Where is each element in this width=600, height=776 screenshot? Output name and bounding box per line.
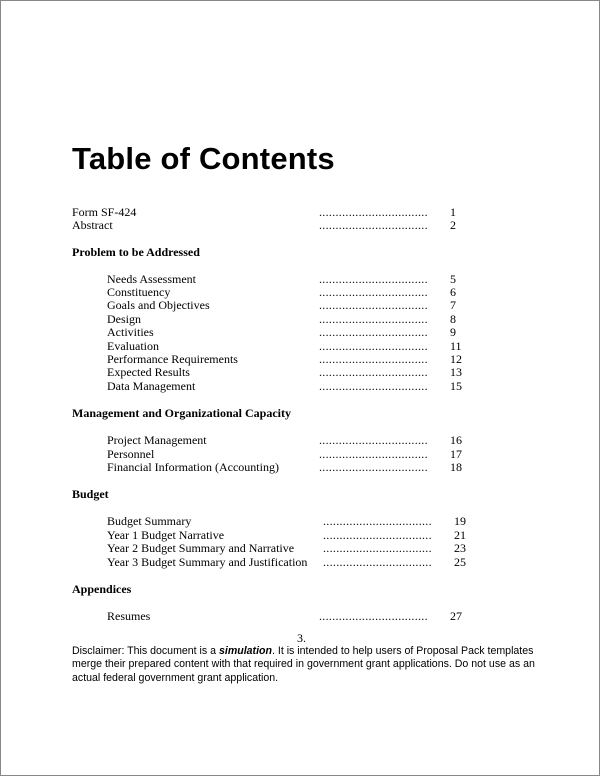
disclaimer-suffix: . It is intended to help users of Proposal Pack templates merge their prepared content with that required in government grant applications. Do not use as an actual federal government grant application. xyxy=(72,645,535,684)
toc-entry-page: 25 xyxy=(454,555,466,569)
toc-entry-label: Financial Information (Accounting) xyxy=(107,460,279,474)
toc-leader-dots: ................................. xyxy=(323,528,432,542)
disclaimer-emphasis: simulation xyxy=(219,645,272,657)
toc-leader-dots: ................................. xyxy=(319,379,428,393)
toc-entry-label: Budget Summary xyxy=(107,514,192,528)
toc-entry-label: Form SF-424 xyxy=(72,205,137,219)
toc-entry-page: 15 xyxy=(450,379,462,393)
toc-entry-page: 11 xyxy=(450,339,462,353)
toc-entry-page: 2 xyxy=(450,218,456,232)
toc-entry-label: Year 1 Budget Narrative xyxy=(107,528,225,542)
toc-leader-dots: ................................. xyxy=(319,312,428,326)
toc-section-heading: Problem to be Addressed xyxy=(72,245,200,259)
toc-entry-page: 9 xyxy=(450,325,456,339)
toc-entry-page: 8 xyxy=(450,312,456,326)
toc-leader-dots: ................................. xyxy=(323,541,432,555)
toc-entry-page: 17 xyxy=(450,447,462,461)
toc-leader-dots: ................................. xyxy=(319,339,428,353)
toc-section-heading: Management and Organizational Capacity xyxy=(72,406,291,420)
disclaimer xyxy=(72,645,542,685)
toc-entry-label: Abstract xyxy=(72,218,113,232)
toc-leader-dots: ................................. xyxy=(319,325,428,339)
toc-entry-label: Needs Assessment xyxy=(107,272,196,286)
toc-entry-label: Resumes xyxy=(107,609,151,623)
toc-leader-dots: ................................. xyxy=(319,218,428,232)
toc-leader-dots: ................................. xyxy=(323,514,432,528)
toc-entry-page: 19 xyxy=(454,514,466,528)
page-number: 3. xyxy=(297,631,306,645)
toc-leader-dots: ................................. xyxy=(319,272,428,286)
toc-section-heading: Budget xyxy=(72,487,109,501)
toc-leader-dots: ................................. xyxy=(319,609,428,623)
toc-entry-label: Evaluation xyxy=(107,339,159,353)
toc-entry-label: Data Management xyxy=(107,379,196,393)
toc-entry-page: 12 xyxy=(450,352,462,366)
toc-leader-dots: ................................. xyxy=(319,298,428,312)
toc-entry-page: 16 xyxy=(450,433,462,447)
toc-entry-label: Performance Requirements xyxy=(107,352,238,366)
toc-entry-page: 27 xyxy=(450,609,462,623)
toc-leader-dots: ................................. xyxy=(319,460,428,474)
toc-entry-page: 1 xyxy=(450,205,456,219)
toc-entry-label: Year 2 Budget Summary and Narrative xyxy=(107,541,295,555)
toc-section-heading: Appendices xyxy=(72,582,132,596)
toc-entry-page: 7 xyxy=(450,298,456,312)
toc-leader-dots: ................................. xyxy=(319,433,428,447)
toc-entry-page: 21 xyxy=(454,528,466,542)
toc-leader-dots: ................................. xyxy=(323,555,432,569)
toc-entry-page: 13 xyxy=(450,365,462,379)
toc-entry-label: Project Management xyxy=(107,433,207,447)
toc-entry-label: Personnel xyxy=(107,447,155,461)
toc-entry-label: Constituency xyxy=(107,285,171,299)
toc-entry-page: 5 xyxy=(450,272,456,286)
toc-leader-dots: ................................. xyxy=(319,447,428,461)
disclaimer-prefix: Disclaimer: This document is a xyxy=(72,645,219,657)
toc-entry-label: Goals and Objectives xyxy=(107,298,210,312)
toc-entry-label: Year 3 Budget Summary and Justification xyxy=(107,555,308,569)
toc-entry-label: Design xyxy=(107,312,141,326)
toc-entry-label: Activities xyxy=(107,325,154,339)
toc-entry-label: Expected Results xyxy=(107,365,190,379)
toc-leader-dots: ................................. xyxy=(319,205,428,219)
toc-entry-page: 23 xyxy=(454,541,466,555)
toc-leader-dots: ................................. xyxy=(319,352,428,366)
toc-entry-page: 18 xyxy=(450,460,462,474)
toc-leader-dots: ................................. xyxy=(319,365,428,379)
toc-leader-dots: ................................. xyxy=(319,285,428,299)
toc-entry-page: 6 xyxy=(450,285,456,299)
page-title: Table of Contents xyxy=(72,141,335,176)
